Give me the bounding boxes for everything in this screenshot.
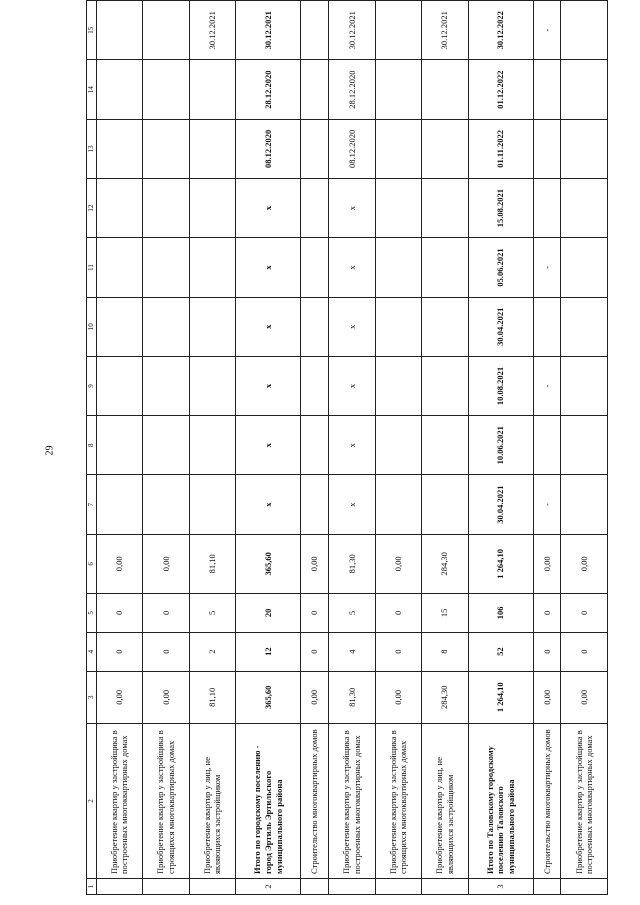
value-cell-c11: - [533, 238, 561, 297]
value-cell-c9: - [533, 356, 561, 415]
value-cell-c13 [561, 119, 608, 178]
value-cell-c13 [143, 119, 189, 178]
value-cell-c13 [422, 119, 468, 178]
value-cell-c4: 2 [189, 632, 235, 671]
value-cell-c12 [375, 179, 421, 238]
value-cell-c3: 81,30 [329, 671, 375, 723]
table-row [468, 1, 533, 895]
value-cell-c8: x [329, 416, 375, 475]
value-cell-c9 [375, 356, 421, 415]
table-row [143, 1, 189, 895]
value-cell-c14 [422, 60, 468, 119]
row-number-cell [375, 879, 421, 895]
value-cell-c5: 5 [189, 593, 235, 632]
value-cell-c9: 10.08.2021 [468, 356, 533, 415]
value-cell-c5: 0 [375, 593, 421, 632]
value-cell-c6: 284,30 [422, 534, 468, 593]
value-cell-c6: 0,00 [561, 534, 608, 593]
row-number-cell [422, 879, 468, 895]
value-cell-c8 [96, 416, 142, 475]
value-cell-c7: x [236, 475, 301, 534]
value-cell-c6: 81,30 [329, 534, 375, 593]
value-cell-c10 [375, 297, 421, 356]
value-cell-c15: 30.12.2021 [236, 1, 301, 60]
column-number: 1 [87, 879, 97, 895]
value-cell-c13 [375, 119, 421, 178]
table-row [422, 1, 468, 895]
value-cell-c6: 365,60 [236, 534, 301, 593]
value-cell-c11 [301, 238, 329, 297]
value-cell-c12 [533, 179, 561, 238]
value-cell-c10 [189, 297, 235, 356]
value-cell-c14: 01.12.2022 [468, 60, 533, 119]
value-cell-c4: 8 [422, 632, 468, 671]
column-number: 11 [87, 238, 97, 297]
value-cell-c11 [189, 238, 235, 297]
row-label-cell: Строительство многоквартирных домов [301, 723, 329, 878]
value-cell-c11 [375, 238, 421, 297]
value-cell-c6: 0,00 [375, 534, 421, 593]
value-cell-c8 [533, 416, 561, 475]
value-cell-c8 [422, 416, 468, 475]
table-row [533, 1, 561, 895]
value-cell-c13: 08.12.2020 [236, 119, 301, 178]
value-cell-c12: 15.08.2021 [468, 179, 533, 238]
value-cell-c7 [143, 475, 189, 534]
table-body [96, 1, 607, 895]
value-cell-c14 [301, 60, 329, 119]
value-cell-c3: 284,30 [422, 671, 468, 723]
row-label-cell: Приобретение квартир у лиц, не являющихся застройщиком [189, 723, 235, 878]
value-cell-c15: - [533, 1, 561, 60]
value-cell-c15: 30.12.2022 [468, 1, 533, 60]
row-label-cell: Приобретение квартир у застройщика в строящихся многоквартирных домах [375, 723, 421, 878]
table-row [375, 1, 421, 895]
value-cell-c3: 0,00 [143, 671, 189, 723]
value-cell-c3: 0,00 [375, 671, 421, 723]
value-cell-c9 [143, 356, 189, 415]
program-table [86, 0, 608, 895]
value-cell-c8 [561, 416, 608, 475]
column-number: 9 [87, 356, 97, 415]
value-cell-c3: 0,00 [533, 671, 561, 723]
value-cell-c14 [143, 60, 189, 119]
value-cell-c14 [533, 60, 561, 119]
value-cell-c9 [561, 356, 608, 415]
value-cell-c11 [561, 238, 608, 297]
row-number-cell [96, 879, 142, 895]
value-cell-c8 [301, 416, 329, 475]
table-row [301, 1, 329, 895]
value-cell-c10 [143, 297, 189, 356]
table-row [96, 1, 142, 895]
value-cell-c4: 52 [468, 632, 533, 671]
value-cell-c5: 20 [236, 593, 301, 632]
value-cell-c12: x [329, 179, 375, 238]
value-cell-c3: 0,00 [96, 671, 142, 723]
value-cell-c12 [422, 179, 468, 238]
value-cell-c4: 0 [533, 632, 561, 671]
value-cell-c12 [96, 179, 142, 238]
value-cell-c5: 0 [533, 593, 561, 632]
value-cell-c8: x [236, 416, 301, 475]
value-cell-c5: 15 [422, 593, 468, 632]
value-cell-c8 [375, 416, 421, 475]
value-cell-c14: 28.12.2020 [329, 60, 375, 119]
value-cell-c11: x [329, 238, 375, 297]
value-cell-c6: 0,00 [96, 534, 142, 593]
row-label-cell: Приобретение квартир у застройщика в построенных многоквартирных домах [561, 723, 608, 878]
value-cell-c15: 30.12.2021 [422, 1, 468, 60]
value-cell-c12 [561, 179, 608, 238]
value-cell-c10: 30.04.2021 [468, 297, 533, 356]
value-cell-c15 [143, 1, 189, 60]
value-cell-c13 [533, 119, 561, 178]
row-label-cell: Строительство многоквартирных домов [533, 723, 561, 878]
value-cell-c13: 01.11.2022 [468, 119, 533, 178]
value-cell-c10 [533, 297, 561, 356]
value-cell-c4: 0 [301, 632, 329, 671]
value-cell-c3: 365,60 [236, 671, 301, 723]
value-cell-c5: 0 [96, 593, 142, 632]
value-cell-c5: 5 [329, 593, 375, 632]
column-number: 12 [87, 179, 97, 238]
value-cell-c7: x [329, 475, 375, 534]
row-number-cell [143, 879, 189, 895]
value-cell-c11 [422, 238, 468, 297]
value-cell-c9 [301, 356, 329, 415]
value-cell-c6: 0,00 [143, 534, 189, 593]
value-cell-c15 [375, 1, 421, 60]
table-row [329, 1, 375, 895]
value-cell-c9 [96, 356, 142, 415]
column-number: 14 [87, 60, 97, 119]
value-cell-c5: 0 [561, 593, 608, 632]
value-cell-c6: 81,10 [189, 534, 235, 593]
value-cell-c10: x [329, 297, 375, 356]
value-cell-c12 [143, 179, 189, 238]
value-cell-c11 [143, 238, 189, 297]
value-cell-c5: 0 [143, 593, 189, 632]
value-cell-c7 [375, 475, 421, 534]
value-cell-c12 [301, 179, 329, 238]
row-label-cell: Приобретение квартир у застройщика в построенных многоквартирных домах [96, 723, 142, 878]
value-cell-c6: 1 264,10 [468, 534, 533, 593]
value-cell-c14 [96, 60, 142, 119]
value-cell-c9 [189, 356, 235, 415]
column-number: 13 [87, 119, 97, 178]
column-number: 7 [87, 475, 97, 534]
value-cell-c3: 0,00 [301, 671, 329, 723]
row-number-cell: 2 [236, 879, 301, 895]
row-label-cell: Итого по Таловскому городскому поселению Таловского муниципального района [468, 723, 533, 878]
row-number-cell: 3 [468, 879, 533, 895]
page-number: 29 [44, 445, 56, 456]
value-cell-c14 [561, 60, 608, 119]
row-label-cell: Приобретение квартир у застройщика в строящихся многоквартирных домах [143, 723, 189, 878]
row-label-cell: Приобретение квартир у лиц, не являющихся застройщиком [422, 723, 468, 878]
column-number: 3 [87, 671, 97, 723]
value-cell-c7 [96, 475, 142, 534]
column-number: 2 [87, 723, 97, 878]
value-cell-c6: 0,00 [533, 534, 561, 593]
value-cell-c3: 1 264,10 [468, 671, 533, 723]
row-label-cell: Итого по городскому поселению - город Эртиль Эртильского муниципального района [236, 723, 301, 878]
value-cell-c15 [96, 1, 142, 60]
value-cell-c3: 81,10 [189, 671, 235, 723]
value-cell-c13: 08.12.2020 [329, 119, 375, 178]
column-number: 4 [87, 632, 97, 671]
column-number: 10 [87, 297, 97, 356]
value-cell-c4: 0 [143, 632, 189, 671]
rotated-table-container [86, 0, 608, 895]
column-number: 8 [87, 416, 97, 475]
value-cell-c8: 10.06.2021 [468, 416, 533, 475]
value-cell-c4: 4 [329, 632, 375, 671]
column-number: 6 [87, 534, 97, 593]
value-cell-c5: 0 [301, 593, 329, 632]
value-cell-c10 [561, 297, 608, 356]
value-cell-c5: 106 [468, 593, 533, 632]
row-number-cell [329, 879, 375, 895]
value-cell-c15 [561, 1, 608, 60]
row-number-cell [301, 879, 329, 895]
value-cell-c10 [422, 297, 468, 356]
column-number-row [87, 1, 97, 895]
value-cell-c7: 30.04.2021 [468, 475, 533, 534]
row-number-cell [561, 879, 608, 895]
table-row [189, 1, 235, 895]
value-cell-c15: 30.12.2021 [329, 1, 375, 60]
value-cell-c6: 0,00 [301, 534, 329, 593]
value-cell-c10: x [236, 297, 301, 356]
value-cell-c4: 0 [96, 632, 142, 671]
column-number: 5 [87, 593, 97, 632]
value-cell-c14: 28.12.2020 [236, 60, 301, 119]
value-cell-c12: x [236, 179, 301, 238]
row-number-cell [533, 879, 561, 895]
value-cell-c8 [189, 416, 235, 475]
value-cell-c3: 0,00 [561, 671, 608, 723]
value-cell-c10 [301, 297, 329, 356]
value-cell-c15 [301, 1, 329, 60]
value-cell-c7 [189, 475, 235, 534]
value-cell-c4: 0 [375, 632, 421, 671]
value-cell-c4: 12 [236, 632, 301, 671]
value-cell-c11: x [236, 238, 301, 297]
value-cell-c8 [143, 416, 189, 475]
value-cell-c13 [96, 119, 142, 178]
value-cell-c13 [189, 119, 235, 178]
row-label-cell: Приобретение квартир у застройщика в построенных многоквартирных домах [329, 723, 375, 878]
value-cell-c4: 0 [561, 632, 608, 671]
value-cell-c12 [189, 179, 235, 238]
value-cell-c7 [422, 475, 468, 534]
table-row [236, 1, 301, 895]
column-number: 15 [87, 1, 97, 60]
value-cell-c9: x [236, 356, 301, 415]
value-cell-c11 [96, 238, 142, 297]
value-cell-c9 [422, 356, 468, 415]
value-cell-c15: 30.12.2021 [189, 1, 235, 60]
value-cell-c13 [301, 119, 329, 178]
value-cell-c7: - [533, 475, 561, 534]
value-cell-c14 [189, 60, 235, 119]
value-cell-c11: 05.06.2021 [468, 238, 533, 297]
value-cell-c10 [96, 297, 142, 356]
table-row [561, 1, 608, 895]
value-cell-c9: x [329, 356, 375, 415]
value-cell-c14 [375, 60, 421, 119]
row-number-cell [189, 879, 235, 895]
value-cell-c7 [301, 475, 329, 534]
value-cell-c7 [561, 475, 608, 534]
